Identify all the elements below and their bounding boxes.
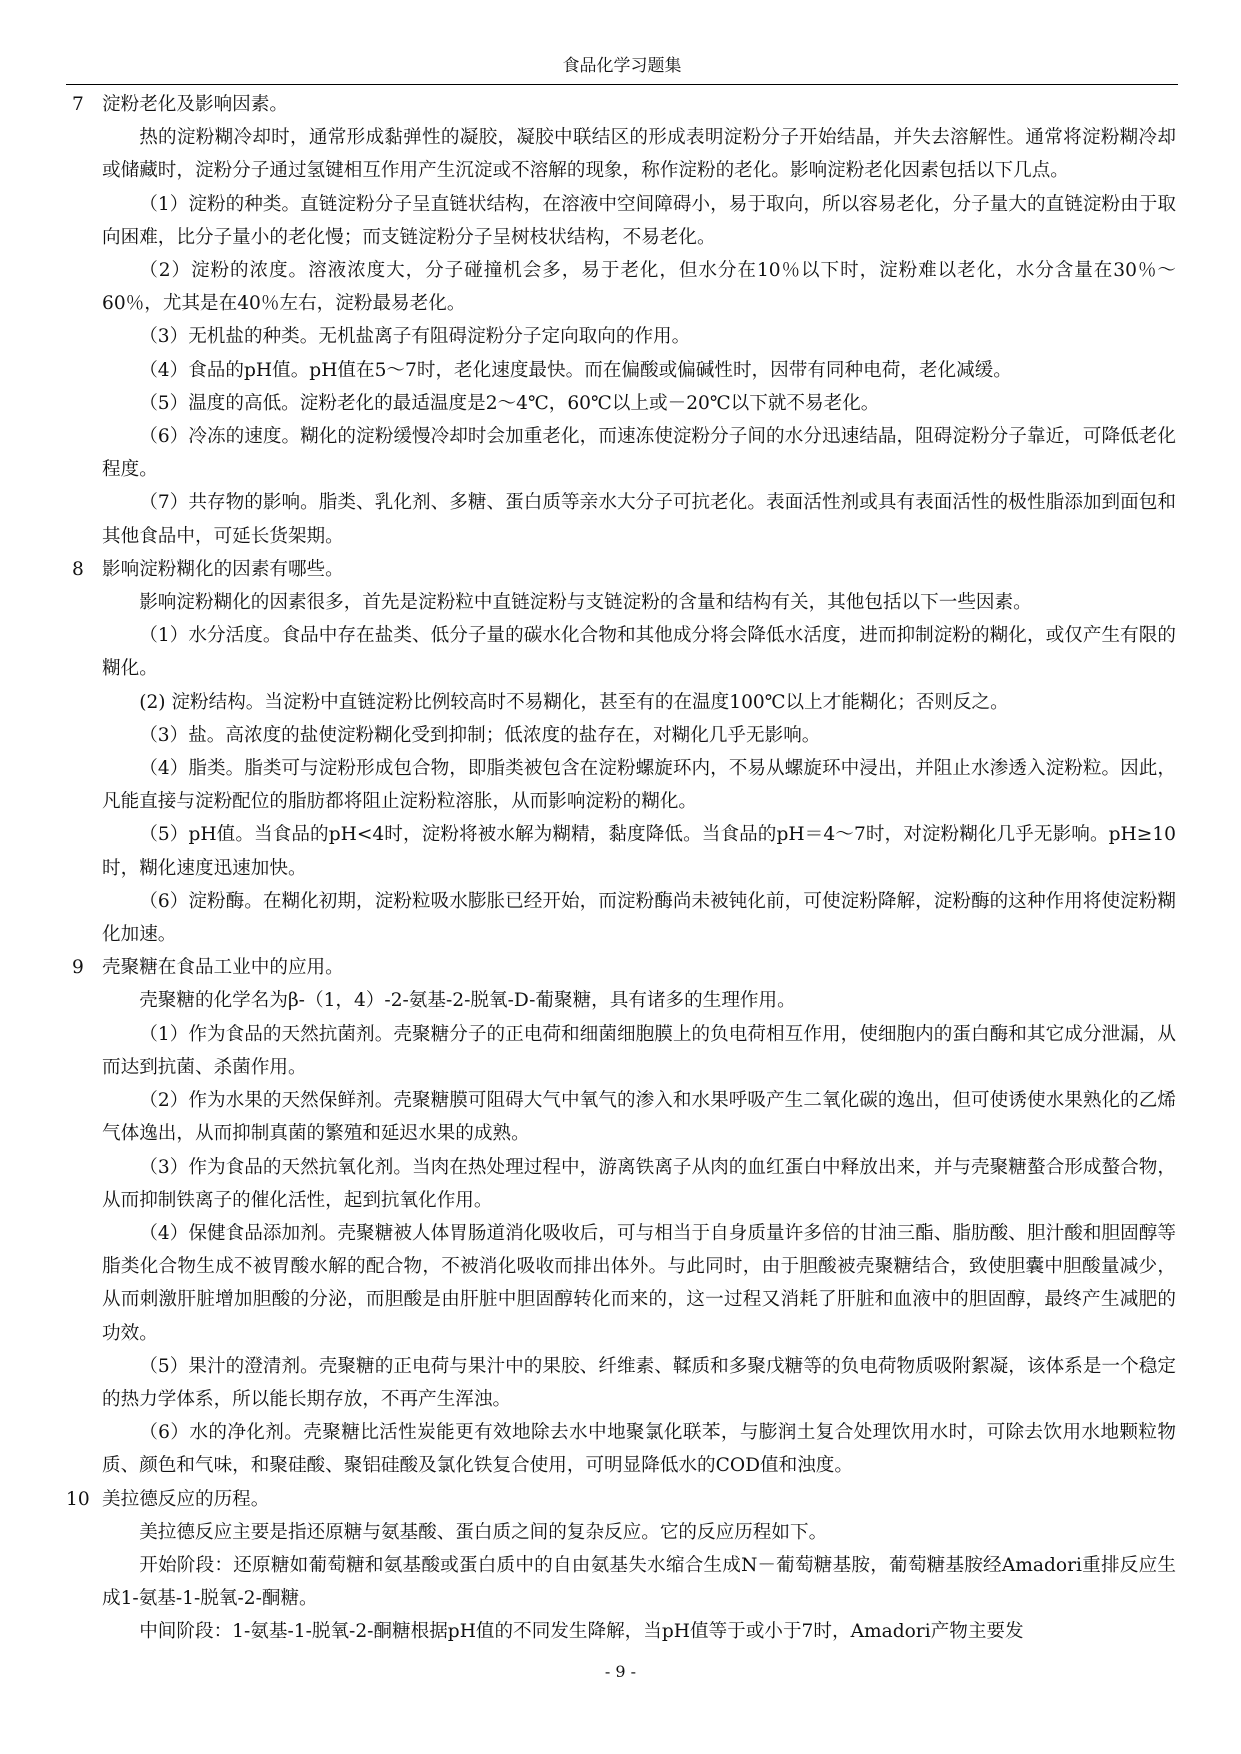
paragraph: 壳聚糖的化学名为β-（1，4）-2-氨基-2-脱氧-D-葡聚糖，具有诸多的生理作用。	[139, 990, 796, 1012]
paragraph: （1）作为食品的天然抗菌剂。壳聚糖分子的正电荷和细菌细胞膜上的负电荷相互作用，使细胞内的蛋白酶和其它成分泄漏，从而达到抗菌、杀菌作用。	[102, 1023, 1176, 1078]
paragraph: 开始阶段：还原糖如葡萄糖和氨基酸或蛋白质中的自由氨基失水缩合生成N－葡萄糖基胺，葡萄糖基胺经Amadori重排反应生成1-氨基-1-脱氧-2-酮糖。	[102, 1554, 1176, 1610]
question-heading	[66, 951, 1176, 984]
paragraph: （1）淀粉的种类。直链淀粉分子呈直链状结构，在溶液中空间障碍小，易于取向，所以容易老化，分子量大的直链淀粉由于取向困难，比分子量小的老化慢；而支链淀粉分子呈树枝状结构，不易老化。	[102, 193, 1176, 248]
question-heading	[66, 88, 1176, 121]
paragraph: （6）淀粉酶。在糊化初期，淀粉粒吸水膨胀已经开始，而淀粉酶尚未被钝化前，可使淀粉降解，淀粉酶的这种作用将使淀粉糊化加速。	[102, 890, 1176, 946]
question-number: 9	[72, 957, 84, 979]
paragraph: （5）温度的高低。淀粉老化的最适温度是2～4℃，60℃以上或－20℃以下就不易老化。	[139, 392, 880, 414]
question-title: 美拉德反应的历程。	[102, 1488, 270, 1510]
question-heading	[66, 1483, 1176, 1516]
paragraph: （2）淀粉的浓度。溶液浓度大，分子碰撞机会多，易于老化，但水分在10％以下时，淀粉难以老化，水分含量在30％～60％，尤其是在40％左右，淀粉最易老化。	[102, 260, 1176, 315]
paragraph: 美拉德反应主要是指还原糖与氨基酸、蛋白质之间的复杂反应。它的反应历程如下。	[139, 1521, 828, 1543]
paragraph: （6）水的净化剂。壳聚糖比活性炭能更有效地除去水中地聚氯化联苯，与膨润土复合处理饮用水时，可除去饮用水地颗粒物质、颜色和气味，和聚硅酸、聚铝硅酸及氯化铁复合使用，可明显降低水的COD值和浊度。	[102, 1422, 1176, 1477]
paragraph: （3）无机盐的种类。无机盐离子有阻碍淀粉分子定向取向的作用。	[139, 326, 691, 348]
question-title: 影响淀粉糊化的因素有哪些。	[102, 558, 344, 580]
paragraph: （4）食品的pH值。pH值在5～7时，老化速度最快。而在偏酸或偏碱性时，因带有同种电荷，老化减缓。	[139, 359, 1012, 381]
section-10	[66, 1483, 1176, 1649]
paragraph: 热的淀粉糊冷却时，通常形成黏弹性的凝胶，凝胶中联结区的形成表明淀粉分子开始结晶，并失去溶解性。通常将淀粉糊冷却或储藏时，淀粉分子通过氢键相互作用产生沉淀或不溶解的现象，称作淀粉的老化。影响淀粉老化因素包括以下几点。	[102, 127, 1176, 182]
paragraph: （7）共存物的影响。脂类、乳化剂、多糖、蛋白质等亲水大分子可抗老化。表面活性剂或具有表面活性的极性脂添加到面包和其他食品中，可延长货架期。	[102, 492, 1176, 547]
page-header	[66, 52, 1178, 85]
paragraph: （1）水分活度。食品中存在盐类、低分子量的碳水化合物和其他成分将会降低水活度，进而抑制淀粉的糊化，或仅产生有限的糊化。	[102, 625, 1176, 680]
paragraph: (2) 淀粉结构。当淀粉中直链淀粉比例较高时不易糊化，甚至有的在温度100℃以上才能糊化；否则反之。	[139, 691, 1009, 713]
paragraph: （5）pH值。当食品的pH<4时，淀粉将被水解为糊精，黏度降低。当食品的pH＝4～7时，对淀粉糊化几乎无影响。pH≥10时，糊化速度迅速加快。	[102, 824, 1176, 879]
question-title: 壳聚糖在食品工业中的应用。	[102, 957, 344, 979]
paragraph: （3）盐。高浓度的盐使淀粉糊化受到抑制；低浓度的盐存在，对糊化几乎无影响。	[139, 724, 821, 746]
question-number: 10	[66, 1488, 90, 1510]
paragraph: （6）冷冻的速度。糊化的淀粉缓慢冷却时会加重老化，而速冻使淀粉分子间的水分迅速结晶，阻碍淀粉分子靠近，可降低老化程度。	[102, 426, 1176, 481]
paragraph: （4）脂类。脂类可与淀粉形成包合物，即脂类被包含在淀粉螺旋环内，不易从螺旋环中浸出，并阻止水渗透入淀粉粒。因此，凡能直接与淀粉配位的脂肪都将阻止淀粉粒溶胀，从而影响淀粉的糊化。	[102, 758, 1176, 813]
paragraph: 影响淀粉糊化的因素很多，首先是淀粉粒中直链淀粉与支链淀粉的含量和结构有关，其他包括以下一些因素。	[139, 592, 1032, 614]
section-7	[66, 88, 1176, 553]
section-8	[66, 553, 1176, 951]
page-number: - 9 -	[604, 1662, 637, 1681]
paragraph: （2）作为水果的天然保鲜剂。壳聚糖膜可阻碍大气中氧气的渗入和水果呼吸产生二氧化碳的逸出，但可使诱使水果熟化的乙烯气体逸出，从而抑制真菌的繁殖和延迟水果的成熟。	[102, 1090, 1176, 1145]
section-9	[66, 951, 1176, 1482]
header-title: 食品化学习题集	[562, 56, 682, 76]
question-number: 8	[72, 558, 84, 580]
page-footer	[0, 1662, 1241, 1681]
question-heading	[66, 553, 1176, 586]
question-number: 7	[72, 94, 84, 115]
paragraph: （3）作为食品的天然抗氧化剂。当肉在热处理过程中，游离铁离子从肉的血红蛋白中释放出来，并与壳聚糖螯合形成螯合物，从而抑制铁离子的催化活性，起到抗氧化作用。	[102, 1156, 1176, 1211]
question-title: 淀粉老化及影响因素。	[102, 94, 288, 115]
paragraph: （4）保健食品添加剂。壳聚糖被人体胃肠道消化吸收后，可与相当于自身质量许多倍的甘油三酯、脂肪酸、胆汁酸和胆固醇等脂类化合物生成不被胃酸水解的配合物，不被消化吸收而排出体外。与此同时，由于胆酸被壳聚糖结合，致使胆囊中胆酸量减少，从而刺激肝脏增加胆酸的分泌，而胆酸是由肝脏中胆固醇转化而来的，这一过程又消耗了肝脏和血液中的胆固醇，最终产生减肥的功效。	[102, 1222, 1176, 1344]
paragraph: 中间阶段：1-氨基-1-脱氧-2-酮糖根据pH值的不同发生降解，当pH值等于或小于7时，Amadori产物主要发	[139, 1621, 1024, 1643]
paragraph: （5）果汁的澄清剂。壳聚糖的正电荷与果汁中的果胶、纤维素、鞣质和多聚戊糖等的负电荷物质吸附絮凝，该体系是一个稳定的热力学体系，所以能长期存放，不再产生浑浊。	[102, 1355, 1176, 1410]
document-body	[66, 88, 1176, 1649]
